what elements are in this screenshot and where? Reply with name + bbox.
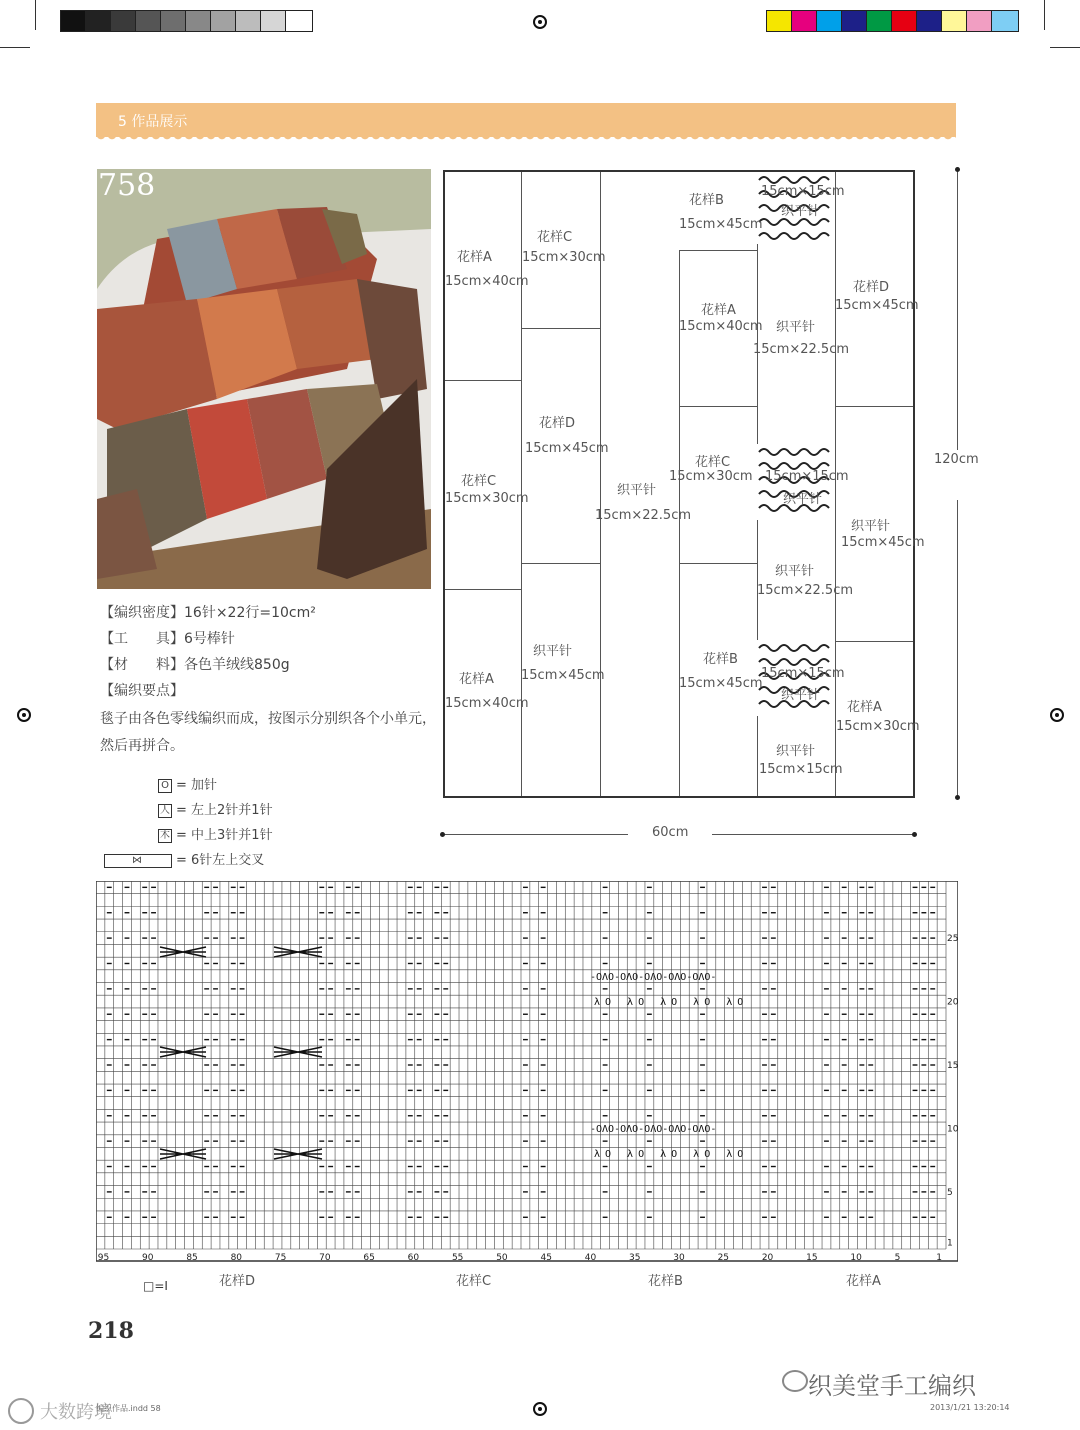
cable-symbol-icon: ⋈ bbox=[104, 854, 172, 868]
spec-materials: 【材 料】各色羊绒线850g bbox=[100, 657, 290, 673]
block-label: 织平针 bbox=[617, 483, 657, 498]
block-size: 15cm×45cm bbox=[525, 441, 609, 456]
block-size: 15cm×22.5cm bbox=[753, 342, 850, 357]
column-number: 25 bbox=[717, 1253, 730, 1263]
wechat-icon bbox=[782, 1370, 808, 1392]
spec-tools: 【工 具】6号棒针 bbox=[100, 631, 235, 647]
block-label: 织平针 bbox=[775, 564, 815, 579]
block-label: 花样C bbox=[461, 474, 497, 489]
block-label: 织平针 bbox=[783, 492, 823, 507]
blanket-layout-diagram bbox=[443, 170, 925, 798]
block-label: 织平针 bbox=[851, 519, 891, 534]
column-number: 85 bbox=[186, 1253, 198, 1263]
block-label: 织平针 bbox=[781, 688, 821, 703]
registration-mark-right bbox=[1050, 708, 1064, 722]
row-number: 20 bbox=[947, 997, 958, 1008]
row-number: 5 bbox=[947, 1187, 953, 1198]
block-size: 15cm×22.5cm bbox=[595, 508, 692, 523]
row-number: 1 bbox=[947, 1238, 953, 1249]
chart-key: □=Ⅰ bbox=[143, 1279, 168, 1293]
watermark-text: 织美堂手工编织 bbox=[808, 1372, 976, 1400]
k2tog-symbol-icon: 人 bbox=[160, 804, 170, 816]
lace-row-a: -OΛO-OΛO-OΛO-OΛO-OΛO- bbox=[590, 972, 717, 983]
column-number: 45 bbox=[540, 1253, 552, 1263]
lace-row-b: λO λO λO λO λO bbox=[594, 1149, 749, 1160]
legend-s2kp: 木 = 中上3针并1针 bbox=[160, 828, 273, 843]
column-number: 50 bbox=[496, 1253, 508, 1263]
height-dimension-line bbox=[957, 170, 958, 450]
registration-mark-bottom bbox=[533, 1402, 547, 1416]
block-label: 花样A bbox=[457, 250, 492, 265]
spec-key-points: 【编织要点】 bbox=[100, 683, 184, 699]
block-label: 花样C bbox=[695, 455, 731, 470]
block-label: 花样B bbox=[703, 652, 738, 667]
block-size: 15cm×45cm bbox=[679, 676, 763, 691]
block-label: 织平针 bbox=[533, 644, 573, 659]
block-size: 15cm×15cm bbox=[765, 469, 849, 484]
legend-cable: ⋈ = 6针左上交叉 bbox=[104, 849, 264, 868]
block-size: 15cm×30cm bbox=[445, 491, 529, 506]
block-label: 织平针 bbox=[776, 320, 816, 335]
column-number: 90 bbox=[142, 1253, 154, 1263]
block-size: 15cm×40cm bbox=[679, 319, 763, 334]
blanket-photo bbox=[97, 169, 431, 589]
lace-row-b: λO λO λO λO λO bbox=[594, 997, 749, 1008]
column-number: 1 bbox=[936, 1253, 942, 1263]
registration-mark-top bbox=[533, 15, 547, 29]
s2kp-symbol-icon: 木 bbox=[160, 829, 170, 841]
block-size: 15cm×30cm bbox=[836, 719, 920, 734]
block-label: 花样D bbox=[853, 280, 890, 295]
block-size: 15cm×15cm bbox=[761, 184, 845, 199]
column-number: 5 bbox=[894, 1253, 901, 1263]
width-dimension-line bbox=[443, 834, 628, 835]
block-size: 15cm×22.5cm bbox=[757, 583, 854, 598]
spec-gauge: 【编织密度】16针×22行=10cm² bbox=[100, 605, 316, 621]
block-label: 花样A bbox=[847, 700, 882, 715]
column-number: 40 bbox=[584, 1253, 597, 1263]
source-logo-icon bbox=[8, 1398, 34, 1424]
block-size: 15cm×40cm bbox=[445, 696, 529, 711]
block-label: 花样C bbox=[537, 230, 573, 245]
instructions-text: 毯子由各色零线编织而成，按图示分别织各个小单元，然后再拼合。 bbox=[100, 711, 436, 754]
column-number: 75 bbox=[274, 1253, 287, 1263]
pattern-label-c: 花样C bbox=[456, 1274, 492, 1289]
column-number: 15 bbox=[806, 1253, 818, 1263]
width-label: 60cm bbox=[652, 825, 689, 840]
registration-mark-left bbox=[17, 708, 31, 722]
pattern-label-b: 花样B bbox=[648, 1274, 683, 1289]
column-number: 30 bbox=[673, 1253, 685, 1263]
legend-k2tog: 人 = 左上2针并1针 bbox=[160, 803, 273, 818]
block-size: 15cm×45cm bbox=[835, 298, 919, 313]
block-label: 花样A bbox=[459, 672, 494, 687]
block-size: 15cm×30cm bbox=[669, 469, 753, 484]
block-size: 15cm×15cm bbox=[761, 666, 845, 681]
row-number: 10 bbox=[947, 1124, 958, 1135]
block-size: 15cm×45cm bbox=[521, 668, 605, 683]
page-number: 218 bbox=[88, 1318, 134, 1344]
block-size: 15cm×15cm bbox=[759, 762, 843, 777]
block-label: 花样A bbox=[701, 303, 736, 318]
column-number: 95 bbox=[97, 1253, 110, 1263]
block-label: 花样D bbox=[539, 416, 576, 431]
column-number: 80 bbox=[230, 1253, 243, 1263]
column-number: 55 bbox=[451, 1253, 464, 1263]
column-number: 65 bbox=[363, 1253, 375, 1263]
column-number: 10 bbox=[850, 1253, 862, 1263]
column-number: 70 bbox=[319, 1253, 331, 1263]
block-label: 织平针 bbox=[776, 744, 816, 759]
block-size: 15cm×30cm bbox=[522, 250, 606, 265]
block-size: 15cm×45cm bbox=[679, 217, 763, 232]
legend-yo: O = 加针 bbox=[158, 774, 217, 793]
section-header-band bbox=[96, 103, 956, 137]
print-timestamp: 2013/1/21 13:20:14 bbox=[930, 1403, 1010, 1412]
block-label: 花样B bbox=[689, 193, 724, 208]
column-number: 60 bbox=[407, 1253, 420, 1263]
yo-symbol-icon: O bbox=[158, 779, 172, 793]
height-label: 120cm bbox=[934, 452, 979, 467]
column-number: 35 bbox=[629, 1253, 641, 1263]
block-label: 织平针 bbox=[781, 204, 821, 219]
file-info: 编织作品.indd 58 bbox=[96, 1404, 161, 1413]
block-size: 15cm×40cm bbox=[445, 274, 529, 289]
source-mark: 大数跨境 bbox=[40, 1402, 112, 1423]
knitting-chart bbox=[96, 881, 958, 1263]
row-number: 15 bbox=[947, 1061, 958, 1071]
block-size: 15cm×45cm bbox=[841, 535, 925, 550]
pattern-label-d: 花样D bbox=[219, 1274, 256, 1289]
pattern-number: 758 bbox=[98, 168, 156, 203]
column-number: 20 bbox=[761, 1253, 774, 1263]
section-title: 5 作品展示 bbox=[118, 114, 188, 130]
row-number: 25 bbox=[947, 934, 958, 945]
pattern-label-a: 花样A bbox=[846, 1274, 881, 1289]
lace-row-a: -OΛO-OΛO-OΛO-OΛO-OΛO- bbox=[590, 1124, 717, 1135]
